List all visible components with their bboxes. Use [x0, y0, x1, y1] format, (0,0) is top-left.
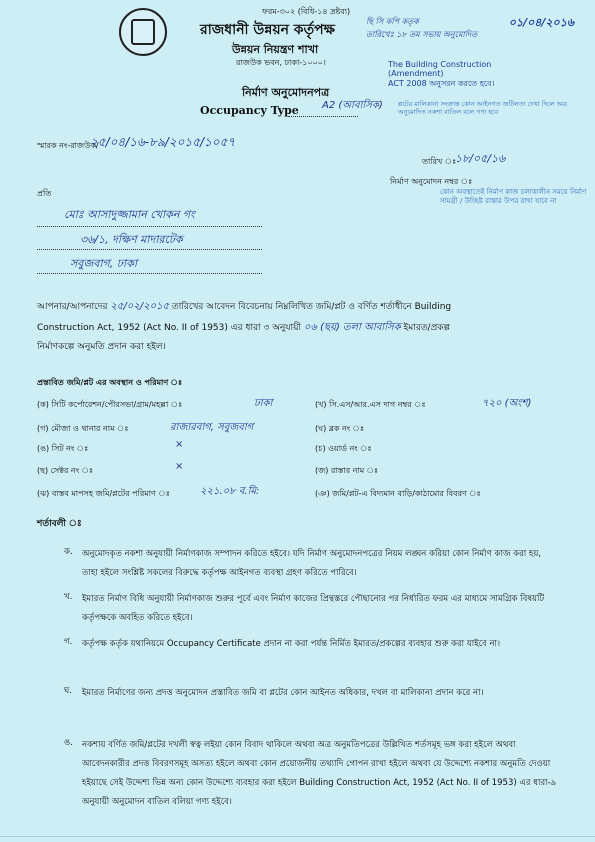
condition-text: নকশায় বর্ণিত জমি/প্লটের দখলী স্বত্ব লইয়া কোন বিবাদ থাকিলে অথবা অত্র অনুমতিপত্রের উল্লিখিত শর্তসমূহ ভঙ্গ করা হইলে অথবা আবেদনকারীর প্রদত্ত বিবরণসমূহ অসত্য হইলে অথবা কোন প্রয়োজনীয় তথ্যাদি গোপন রাখা হইলে অথবা যে উদ্দেশ্যে নকশার অনুমতি দেওয়া হইয়াছে সেই উদ্দেশ্য ভিন্ন অন্য কোন উদ্দেশ্যে ব্যবহার করা হইলে Building Construction Act, 1952 (Act No. II of 1953) এর ধারা-৯ অনুযায়ী অনুমোদন বাতিল বলিয়া গণ্য হইবে।	[82, 740, 557, 807]
approval-stamp-date: ০১/০৪/২০১৬	[508, 16, 574, 29]
building-description: ০৬ (ছয়) তলা আবাসিক	[303, 322, 401, 333]
ownership-note-stamp: প্লটের মালিকানা সংক্রান্ত কোন আইনগত জটিলতা দেখা দিলে অত্র অনুমোদিত নকশা বাতিল বলে গণ্য হবে	[398, 100, 568, 117]
sit-label: (ঙ) সিট নং ঃ	[37, 444, 89, 453]
body-line-2	[37, 318, 557, 338]
condition-text: ইমারত নির্মাণ বিধি অনুযায়ী নির্মাণকাজ শুরুর পূর্বে এবং নির্মাণ কাজের প্রিন্থস্তরে পৌছানোর পর নির্ধারিত ফরম এর মাধ্যমে সামগ্রিক বিষয়টি কর্তৃপক্ষকে অবহিত করিতে হইবে।	[82, 594, 545, 623]
ward-label: (চ) ওয়ার্ড নং ঃ	[315, 444, 372, 453]
condition-mark: খ.	[64, 592, 73, 602]
document-title: নির্মাণ অনুমোদনপত্র	[242, 86, 330, 99]
body-line-3: নির্মাণকল্পে অনুমতি প্রদান করা হইল।	[37, 342, 166, 352]
permit-number-label: নির্মাণ অনুমোদন নম্বর ঃ	[390, 177, 473, 186]
body-line-1	[37, 297, 557, 317]
occupancy-type-label: Occupancy Type	[200, 104, 299, 117]
form-number: ফরম-৩০২ (বিধি-১৪ দ্রষ্টব্য)	[262, 7, 351, 16]
address-line	[37, 225, 262, 227]
mouza-value: রাজারবাগ, সবুজবাগ	[170, 422, 254, 433]
body-p2-start: Construction Act, 1952 (Act No. II of 1953) এর ধারা ৩ অনুযায়ী	[37, 323, 302, 333]
condition-mark: ঘ.	[64, 686, 72, 696]
condition-text: অনুমোদকৃত নকশা অনুযায়ী নির্মাণকাজ সম্পাদন করিতে হইবে। যদি নির্মাণ অনুমোদনপত্রের নিয়ম লঙ্ঘন করিয়া কোন নির্মাণ কাজ করা হয়, তাহা হইলে সংশ্লিষ্ট সকলের বিরুদ্ধে কর্তৃপক্ষ আইনগত ব্যবস্থা গ্রহণ করিতে পারিবে।	[82, 549, 542, 578]
mouza-label: (গ) মৌজা ও থানার নাম ঃ	[37, 424, 129, 433]
organization-address: রাজউক ভবন, ঢাকা-১০০০।	[236, 58, 326, 67]
date-label: তারিখ ঃ	[422, 157, 457, 166]
organization-branch: উন্নয়ন নিয়ন্ত্রণ শাখা	[232, 43, 319, 56]
city-label: (ক) সিটি কর্পোরেশন/পৌরসভা/গ্রাম/মহল্লা ঃ	[37, 400, 183, 409]
rajuk-logo-icon	[119, 8, 167, 56]
land-section-title: প্রস্তাবিত জমি/প্লট এর অবস্থান ও পরিমাণ ঃ	[37, 378, 183, 387]
area-label: (ঝ) বাস্তব মাপসহ জমি/প্লটের পরিমাণ ঃ	[37, 489, 170, 498]
organization-name: রাজধানী উন্নয়ন কর্তৃপক্ষ	[200, 22, 335, 38]
condition-text: ইমারত নির্মাণের জন্য প্রদত্ত অনুমোদন প্রস্তাবিত জমি বা প্লটের কোন আইনত অধিকার, দখল বা মালিকানা প্রদান করে না।	[82, 688, 484, 698]
address-line	[37, 248, 262, 250]
body-p1-start: আপনার/আপনাদের	[37, 302, 108, 312]
date-value: ১৮/০৫/১৬	[455, 152, 506, 165]
block-label: (ঘ) ব্লক নং ঃ	[315, 424, 365, 433]
dag-label: (খ) সি.এস/আর.এস দাগ নম্বর ঃ	[315, 400, 426, 409]
act-stamp	[388, 60, 538, 91]
approval-stamp-sub: তারিখেঃ ১৮ তম সভায় অনুমোদিত	[366, 30, 478, 39]
road-label: (জ) রাস্তার নাম ঃ	[315, 466, 379, 475]
page-bottom-rule	[0, 836, 595, 837]
existing-structure-label: (ঞ) জমি/প্লট-এ বিদ্যমান বাড়ি/কাঠামোর বিবরণ ঃ	[315, 489, 481, 498]
act-stamp-line1: The Building Construction (Amendment)	[388, 60, 492, 78]
materials-note-stamp: কোন অবস্থাতেই নির্মাণ কাজ চলাকালীন সময়ে নির্মাণ সামগ্রী / উচ্ছিষ্ট রাস্তার উপর রাখা যাবে না	[440, 188, 587, 206]
act-stamp-line2: ACT 2008 অনুসরন করতে হবে।	[388, 79, 495, 88]
recipient-address-2: সবুজবাগ, ঢাকা	[70, 257, 138, 270]
city-value: ঢাকা	[254, 398, 273, 409]
recipient-label: প্রতি	[37, 189, 52, 198]
approval-stamp-text: ছি সি কপি কতৃক	[366, 17, 419, 26]
condition-text: কর্তৃপক্ষ কর্তৃক যথানিয়মে Occupancy Certificate প্রদান না করা পর্যন্ত নির্মিত ইমারত/প্রকল্পের ব্যবহার শুরু করা যাইবে না।	[82, 639, 501, 649]
recipient-address-1: ৩৬/১, দক্ষিণ মাদারটেক	[80, 233, 183, 246]
dag-value: ৭২০ (অংশ)	[482, 398, 532, 409]
area-value: ২২১.০৮ ব.মি:	[200, 486, 260, 497]
body-p1-mid: তারিখের আবেদন বিবেচনায় নিম্নলিখিত জমি/প্লট ও বর্ণিত শর্তাধীনে Building	[171, 302, 452, 312]
body-p2-end: ইমারত/প্রকল্প	[403, 323, 451, 333]
sector-label: (ছ) সেক্টর নং ঃ	[37, 466, 94, 475]
memo-number-label: স্মারক নং-রাজউক/	[37, 141, 99, 150]
approval-stamp	[366, 16, 580, 46]
condition-mark: গ.	[64, 637, 73, 647]
application-date: ২৫/০২/২০১৫	[110, 301, 170, 312]
condition-mark: ঙ.	[64, 738, 73, 748]
conditions-title: শর্তাবলী ঃ	[37, 519, 82, 529]
sector-value: ×	[175, 461, 184, 472]
condition-mark: ক.	[64, 547, 73, 557]
occupancy-type-value: A2 (আবাসিক)	[322, 100, 383, 111]
recipient-name: মোঃ আসাদুজ্জামান খোকন গং	[64, 208, 195, 221]
sit-value: ×	[175, 439, 184, 450]
address-line	[37, 272, 262, 274]
memo-number-value: ২৫/০৪/১৬-৮৯/২০১৫/১০৫৭	[90, 135, 236, 149]
